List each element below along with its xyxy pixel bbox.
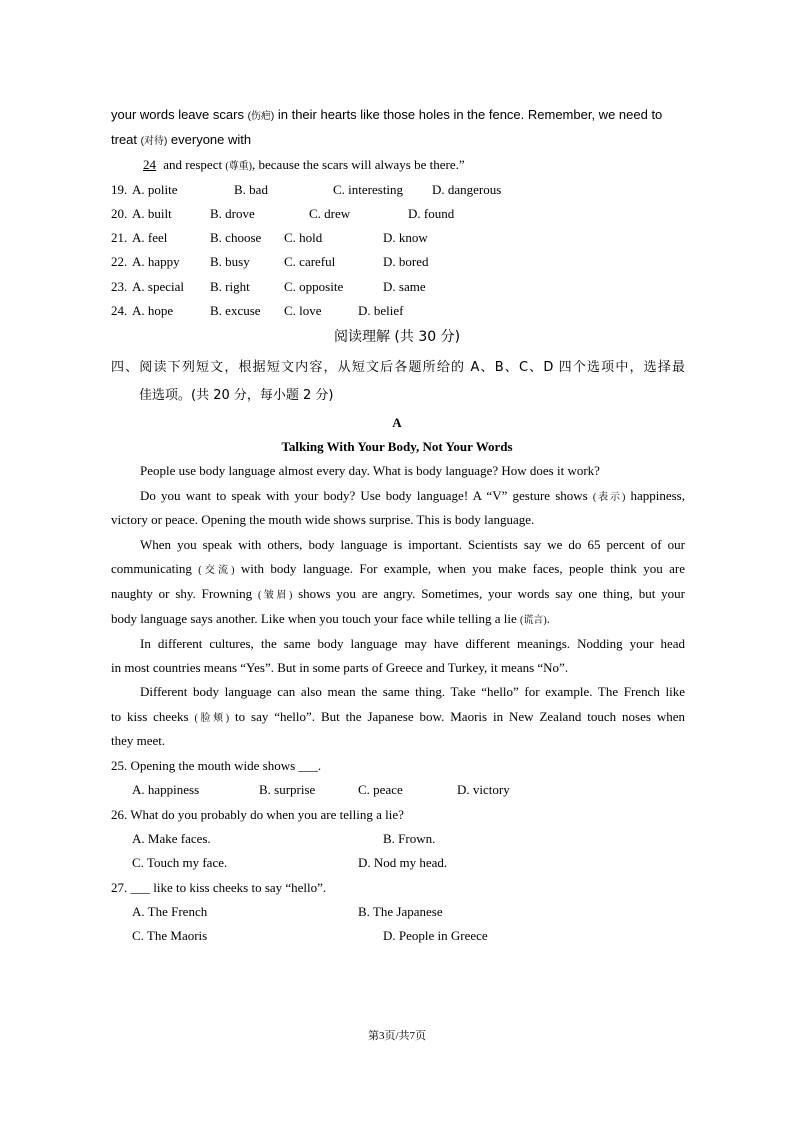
option-d: D. same — [383, 279, 426, 294]
option-d: D. know — [383, 230, 428, 245]
intro-text: everyone with — [167, 132, 252, 147]
intro-line-2 — [111, 132, 685, 150]
paragraph-3-line-4 — [111, 611, 685, 629]
option-c: C. opposite — [284, 279, 344, 294]
option-a: A. special — [132, 279, 184, 294]
paragraph-5-line-3: they meet. — [111, 733, 166, 748]
paragraph-3-line-1: When you speak with others, body language is important. Scientists say we do 65 percent of our — [140, 537, 685, 552]
passage-title: Talking With Your Body, Not Your Words — [281, 439, 513, 454]
question-number: 19. — [111, 182, 128, 197]
option-d: D. belief — [358, 303, 404, 318]
option-d: D. victory — [457, 782, 510, 797]
option-b: B. right — [210, 279, 250, 294]
option-c: C. peace — [358, 782, 403, 797]
option-c: C. The Maoris — [132, 928, 208, 943]
option-d: D. dangerous — [432, 182, 502, 197]
option-b: B. choose — [210, 230, 262, 245]
passage-text: to kiss cheeks — [111, 709, 195, 724]
paragraph-4-line-2: in most countries means “Yes”. But in some parts of Greece and Turkey, it means “No”. — [111, 660, 569, 675]
option-c: C. hold — [284, 230, 323, 245]
passage-text: to say “hello”. But the Japanese bow. Maoris in New Zealand touch noses when — [229, 709, 685, 724]
question-25-stem: 25. Opening the mouth wide shows ___. — [111, 758, 322, 773]
option-b: B. surprise — [259, 782, 316, 797]
option-a: A. hope — [132, 303, 174, 318]
instruction-line-2: 佳选项。(共 20 分，每小题 2 分) — [139, 388, 334, 403]
intro-text: , because the scars will always be there.” — [252, 157, 465, 172]
passage-text: shows you are angry. Sometimes, your words say one thing, but your — [292, 586, 685, 601]
intro-text: your words leave scars — [111, 107, 248, 122]
question-27-stem: 27. ___ like to kiss cheeks to say “hello”. — [111, 880, 327, 895]
option-a: A. polite — [132, 182, 178, 197]
paragraph-4-line-1: In different cultures, the same body language may have different meanings. Nodding your head — [140, 636, 685, 651]
gloss: (脸颊) — [194, 713, 230, 724]
gloss: (皱眉) — [257, 590, 293, 601]
paragraph-2-line-2: victory or peace. Opening the mouth wide shows surprise. This is body language. — [111, 512, 535, 527]
gloss: (交流) — [198, 565, 235, 576]
option-c: C. love — [284, 303, 322, 318]
passage-text: body language says another. Like when you touch your face while telling a lie — [111, 611, 521, 626]
option-a: A. happiness — [132, 782, 200, 797]
option-d: D. People in Greece — [383, 928, 488, 943]
option-d: D. found — [408, 206, 455, 221]
question-26-stem: 26. What do you probably do when you are telling a lie? — [111, 807, 404, 822]
option-c: C. interesting — [333, 182, 404, 197]
question-number: 20. — [111, 206, 128, 221]
question-number: 23. — [111, 279, 128, 294]
option-a: A. built — [132, 206, 172, 221]
passage-text: happiness, — [625, 488, 685, 503]
gloss: (尊重) — [225, 161, 253, 172]
option-c: C. Touch my face. — [132, 855, 228, 870]
option-b: B. drove — [210, 206, 255, 221]
paragraph-2-line-1 — [111, 488, 685, 506]
option-c: C. drew — [309, 206, 351, 221]
passage-text: naughty or shy. Frowning — [111, 586, 258, 601]
paragraph-1: People use body language almost every day. What is body language? How does it work? — [140, 463, 600, 478]
option-a: A. The French — [132, 904, 208, 919]
passage-text: Do you want to speak with your body? Use body language! A “V” gesture shows — [140, 488, 593, 503]
passage-text: . — [546, 611, 550, 626]
option-a: A. Make faces. — [132, 831, 211, 846]
option-b: B. busy — [210, 254, 250, 269]
gloss: (表示) — [592, 492, 626, 503]
option-d: D. Nod my head. — [358, 855, 448, 870]
passage-letter: A — [392, 415, 402, 430]
gloss: (谎言) — [520, 615, 547, 626]
option-c: C. careful — [284, 254, 336, 269]
passage-text: communicating — [111, 561, 199, 576]
paragraph-3-line-3 — [111, 586, 685, 604]
page-footer: 第3页/共7页 — [367, 1030, 427, 1042]
intro-line-1 — [111, 107, 685, 125]
section-heading: 阅读理解 (共 30 分) — [333, 329, 461, 345]
option-b: B. The Japanese — [358, 904, 443, 919]
paragraph-5-line-1: Different body language can also mean the same thing. Take “hello” for example. The French like — [140, 684, 685, 699]
option-a: A. feel — [132, 230, 168, 245]
option-d: D. bored — [383, 254, 429, 269]
instruction-line-1: 四、阅读下列短文，根据短文内容，从短文后各题所给的 A、B、C、D 四个选项中，选择最 — [111, 360, 685, 375]
intro-text: treat — [111, 132, 141, 147]
intro-line-3 — [111, 157, 685, 175]
option-b: B. bad — [234, 182, 268, 197]
paragraph-5-line-2 — [111, 709, 685, 727]
gloss: (对待) — [140, 136, 168, 147]
intro-text: and respect — [160, 157, 226, 172]
option-b: B. excuse — [210, 303, 261, 318]
option-a: A. happy — [132, 254, 180, 269]
paragraph-3-line-2 — [111, 561, 685, 579]
intro-text: in their hearts like those holes in the fence. Remember, we need to — [274, 107, 663, 122]
question-number: 21. — [111, 230, 128, 245]
gloss: (伤疤) — [247, 111, 275, 122]
blank-24: 24 — [143, 157, 156, 172]
question-number: 22. — [111, 254, 128, 269]
question-number: 24. — [111, 303, 128, 318]
passage-text: with body language. For example, when you make faces, people think you are — [234, 561, 685, 576]
option-b: B. Frown. — [383, 831, 436, 846]
